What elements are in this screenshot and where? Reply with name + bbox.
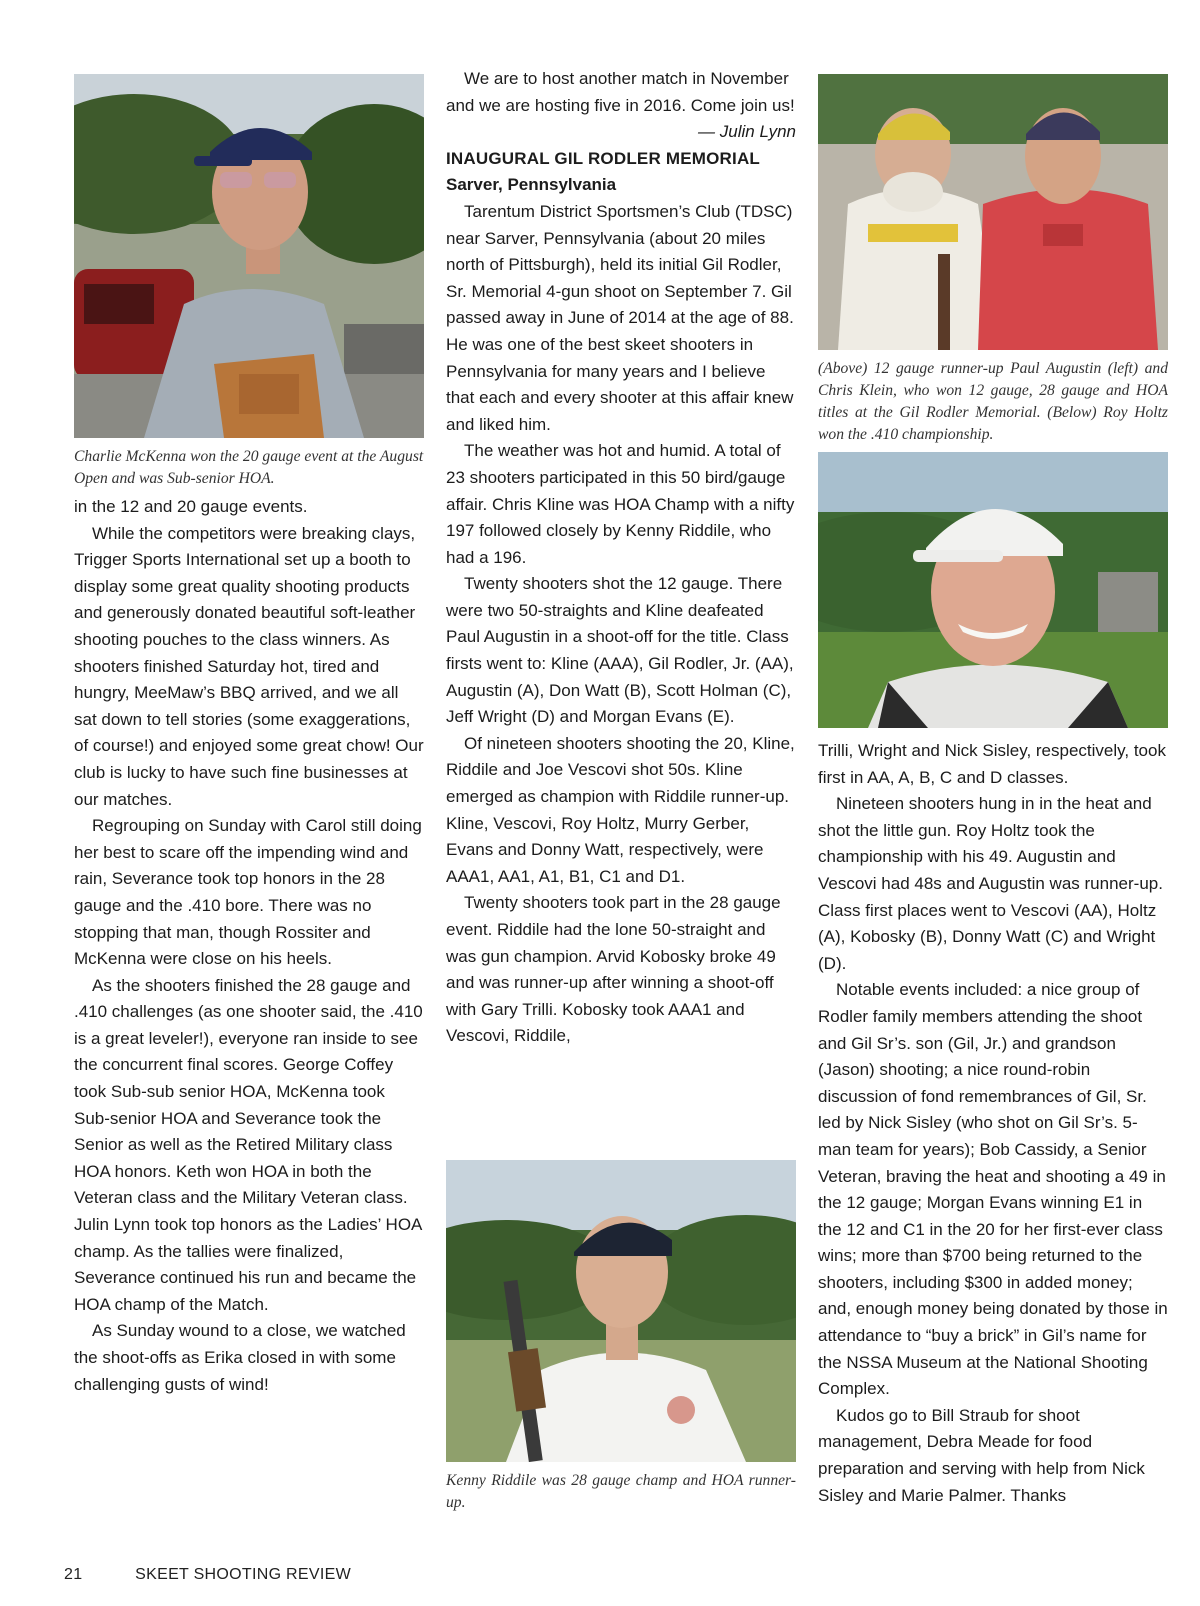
article-body [74,494,424,1398]
column-left [74,74,424,1398]
photo-roy-holtz-image [818,452,1168,728]
photo-caption: Kenny Riddile was 28 gauge champ and HOA runner-up. [446,1472,796,1511]
paragraph: While the competitors were breaking clays, Trigger Sports International set up a booth to display some great quality shooting products and generously donated beautiful soft-leather shooting pouches to the class winners. As shooters finished Saturday hot, tired and hungry, MeeMaw’s BBQ arrived, and we all sat down to tell stories (some exaggerations, of course!) and enjoyed some great chow! Our club is lucky to have such fine businesses at our matches. [74,523,424,809]
paragraph: Nineteen shooters hung in in the heat and shot the little gun. Roy Holtz took the championship with his 49. Augustin and Vescovi had 48s and Augustin was runner-up. Class first places went to Vescovi (AA), Holtz (A), Kobosky (B), Donny Watt (C) and Wright (D). [818,794,1163,973]
photo-charlie-mckenna [74,74,424,438]
photo-augustin-klein [818,74,1168,350]
section-heading: INAUGURAL GIL RODLER MEMORIAL [446,148,760,168]
paragraph: Trilli, Wright and Nick Sisley, respectively, took first in AA, A, B, C and D classes. [818,741,1166,787]
photo-block-riddile [446,1160,796,1514]
paragraph: Of nineteen shooters shooting the 20, Kline, Riddile and Joe Vescovi shot 50s. Kline emerged as champion with Riddile runner-up. Kline, Vescovi, Roy Holtz, Murry Gerber, Evans and Donny Watt, respectively, were AAA1, AA1, A1, B1, C1 and D1. [446,733,795,886]
article-body [446,66,796,1050]
paragraph: The weather was hot and humid. A total of 23 shooters participated in this 50 bird/gauge affair. Chris Kline was HOA Champ with a nifty 197 followed closely by Kenny Riddile, who had a 196. [446,441,795,567]
paragraph: Notable events included: a nice group of Rodler family members attending the shoot and Gil Sr’s. son (Gil, Jr.) and grandson (Jason) shooting; a nice round-robin discussion of fond remembrances of Gil, Sr. led by Nick Sisley (who shot on Gil Sr’s. 5-man team for years); Bob Cassidy, a Senior Veteran, braving the heat and shooting a 49 in the 12 gauge; Morgan Evans winning E1 in the 12 and C1 in the 20 for her first-ever class wins; more than $700 being returned to the shooters, including $300 in added money; and, enough money being donated by those in attendance to “buy a brick” in Gil’s name for the NSSA Museum at the National Shooting Complex. [818,980,1168,1399]
article-body [818,738,1168,1509]
photo-kenny-riddile-image [446,1160,796,1462]
paragraph: Tarentum District Sportsmen’s Club (TDSC) near Sarver, Pennsylvania (about 20 miles north of Pittsburgh), held its initial Gil Rodler, Sr. Memorial 4-gun shoot on September 7. Gil passed away in June of 2014 at the age of 88. He was one of the best skeet shooters in Pennsylvania for many years and I believe that each and every shooter at this affair knew and liked him. [446,201,794,434]
page-footer [64,1566,351,1584]
paragraph: Regrouping on Sunday with Carol still doing her best to scare off the impending wind and rain, Severance took top honors in the 28 gauge and the .410 bore. There was no stopping that man, though Rossiter and McKenna were close on his heels. [74,816,422,969]
paragraph: As the shooters finished the 28 gauge and .410 challenges (as one shooter said, the .410 is a great leveler!), everyone ran inside to see the concurrent final scores. George Coffey took Sub-sub senior HOA, McKenna took Sub-senior HOA and Severance took the Senior as well as the Retired Military class HOA honors. Keth won HOA in both the Veteran class and the Military Veteran class. Julin Lynn took top honors as the Ladies’ HOA champ. As the tallies were finalized, Severance continued his run and became the HOA champ of the Match. [74,975,423,1314]
page-number: 21 [64,1566,83,1583]
photo-caption: (Above) 12 gauge runner-up Paul Augustin (left) and Chris Klein, who won 12 gauge, 28 gauge and HOA titles at the Gil Rodler Memorial. (Below) Roy Holtz won the .410 championship. [818,360,1168,443]
section-subheading: Sarver, Pennsylvania [446,175,617,195]
paragraph: in the 12 and 20 gauge events. [74,497,308,516]
paragraph: Kudos go to Bill Straub for shoot management, Debra Meade for food preparation and serving with help from Nick Sisley and Marie Palmer. Thanks [818,1405,1145,1505]
photo-charlie-mckenna-image [74,74,424,438]
photo-kenny-riddile [446,1160,796,1462]
column-right [818,74,1168,1509]
publication-name: SKEET SHOOTING REVIEW [135,1566,351,1583]
paragraph: We are to host another match in November and we are hosting five in 2016. Come join us! [446,69,795,115]
paragraph: Twenty shooters shot the 12 gauge. There were two 50-straights and Kline deafeated Paul Augustin in a shoot-off for the title. Class firsts went to: Kline (AAA), Gil Rodler, Jr. (AA), Augustin (A), Don Watt (B), Scott Holman (C), Jeff Wright (D) and Morgan Evans (E). [446,574,794,727]
photo-augustin-klein-image [818,74,1168,350]
paragraph: As Sunday wound to a close, we watched the shoot-offs as Erika closed in with some challenging gusts of wind! [74,1321,406,1394]
photo-roy-holtz [818,452,1168,728]
paragraph: Twenty shooters took part in the 28 gauge event. Riddile had the lone 50-straight and was gun champion. Arvid Kobosky broke 49 and was runner-up after winning a shoot-off with Gary Trilli. Kobosky took AAA1 and Vescovi, Riddile, [446,893,781,1046]
column-middle [446,66,796,1050]
photo-caption: Charlie McKenna won the 20 gauge event at the August Open and was Sub-senior HOA. [74,448,424,487]
author-signature: — Julin Lynn [698,122,796,142]
